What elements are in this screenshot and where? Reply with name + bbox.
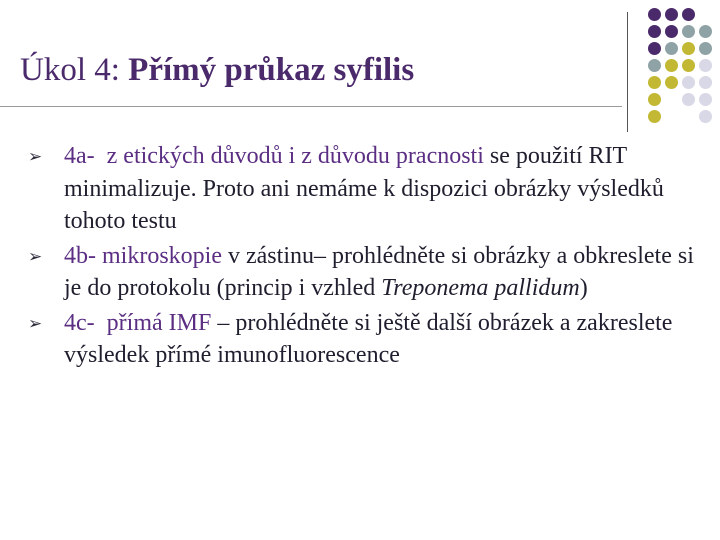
decorative-dot <box>648 76 661 89</box>
title-prefix: Úkol 4: <box>20 52 120 88</box>
decorative-dot <box>665 42 678 55</box>
title-main: Přímý průkaz syfilis <box>128 52 415 88</box>
arrow-bullet-icon: ➢ <box>28 246 43 266</box>
decorative-dot <box>682 76 695 89</box>
decorative-dot-grid <box>634 8 718 120</box>
arrow-bullet-icon: ➢ <box>28 313 43 333</box>
bullet-item-4a <box>28 140 708 238</box>
bullet-label-4b: 4b- <box>64 242 96 269</box>
bullet-item-4c <box>28 307 708 372</box>
title-underline <box>0 106 622 107</box>
bullet-highlight-4a: z etických důvodů i z důvodu pracnosti <box>106 143 484 169</box>
bullet-highlight-4b: mikroskopie <box>102 242 222 269</box>
bullet-text-4c <box>64 307 708 372</box>
bullet-text-4a <box>64 140 708 238</box>
decorative-dot <box>699 76 712 89</box>
decorative-dot <box>648 8 661 21</box>
decorative-dot <box>699 93 712 106</box>
slide-title <box>20 50 414 90</box>
decorative-dot <box>682 93 695 106</box>
decorative-dot <box>665 8 678 21</box>
decorative-dot <box>665 25 678 38</box>
decorative-dot <box>682 25 695 38</box>
decorative-dot <box>648 93 661 106</box>
decorative-dot <box>699 25 712 38</box>
decorative-dot <box>648 59 661 72</box>
bullet-text-4b <box>64 240 708 305</box>
decorative-dot <box>682 59 695 72</box>
bullet-list <box>28 140 708 374</box>
bullet-item-4b <box>28 240 708 305</box>
bullet-body-4c: – prohlédněte si ještě další obrázek a zakreslete výsledek přímé imunofluorescence <box>64 309 673 368</box>
bullet-body-4a: se použití RIT minimalizuje. Proto ani nemáme k dispozici obrázky výsledků tohoto testu <box>64 143 664 234</box>
bullet-label-4a: 4a- <box>64 143 95 169</box>
decorative-dot <box>699 59 712 72</box>
decorative-dot <box>665 59 678 72</box>
corner-vertical-rule <box>627 12 628 132</box>
decorative-dot <box>648 25 661 38</box>
decorative-dot <box>682 42 695 55</box>
decorative-dot <box>682 8 695 21</box>
decorative-dot <box>699 110 712 123</box>
decorative-dot <box>699 42 712 55</box>
decorative-dot <box>648 110 661 123</box>
bullet-highlight-4c: přímá IMF <box>106 309 212 336</box>
bullet-suffix-4b: ) <box>579 275 588 301</box>
bullet-italic-4b: Treponema pallidum <box>381 275 580 301</box>
bullet-label-4c: 4c- <box>64 309 95 336</box>
decorative-dot <box>648 42 661 55</box>
decorative-dot <box>665 76 678 89</box>
arrow-bullet-icon: ➢ <box>28 147 43 166</box>
bullet-body-4b: v zástinu– prohlédněte si obrázky a obkreslete si je do protokolu (princip i vzhled <box>64 242 694 301</box>
